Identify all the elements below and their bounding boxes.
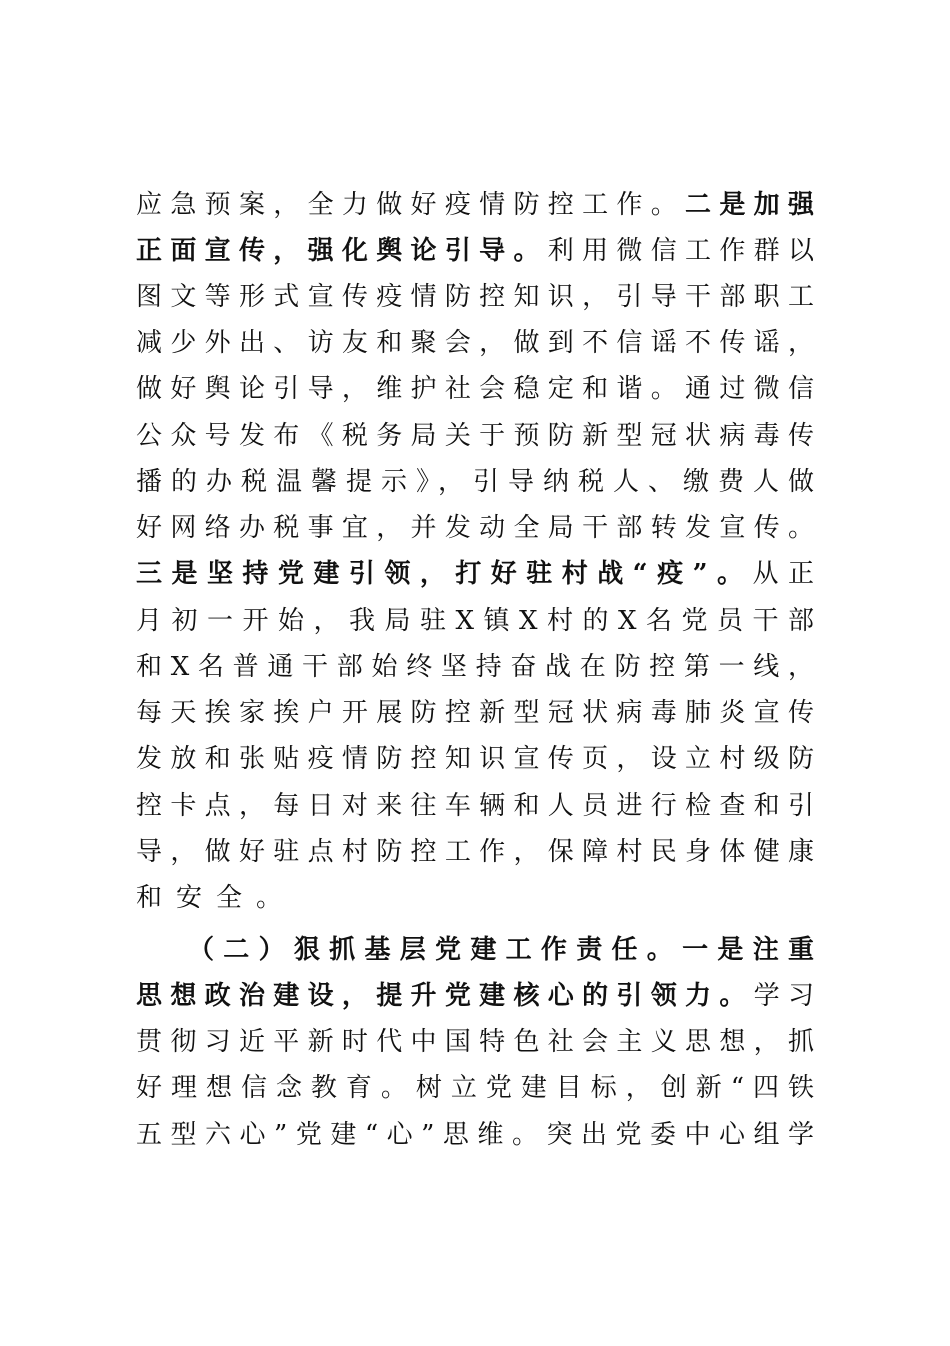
bold-text-segment: 正面宣传，强化舆论引导。 bbox=[136, 236, 548, 266]
text-segment: 图文等形式宣传疫情防控知识，引导干部职工 bbox=[136, 282, 814, 312]
text-line-18 bbox=[136, 973, 814, 1019]
text-line-2 bbox=[136, 228, 814, 274]
text-segment: 应急预案，全力做好疫情防控工作。 bbox=[136, 190, 686, 220]
section-heading: （二）狠抓基层党建工作责任。一是注重 bbox=[188, 935, 814, 965]
text-segment: 公众号发布《税务局关于预防新型冠状病毒传 bbox=[136, 421, 814, 451]
section-heading-line bbox=[188, 927, 814, 973]
text-line-14 bbox=[136, 783, 814, 829]
text-line-1 bbox=[136, 182, 814, 228]
text-line-7 bbox=[136, 459, 814, 505]
text-line-3 bbox=[136, 274, 814, 320]
text-segment: 利用微信工作群以 bbox=[547, 236, 814, 266]
text-line-10 bbox=[136, 598, 814, 644]
text-line-9 bbox=[136, 551, 814, 597]
text-segment: 从正 bbox=[752, 559, 814, 589]
text-segment: 五型六心”党建“心”思维。突出党委中心组学 bbox=[136, 1120, 814, 1150]
text-line-11 bbox=[136, 644, 814, 690]
text-segment: 和安全。 bbox=[136, 883, 297, 913]
text-segment: 学习 bbox=[753, 981, 814, 1011]
bold-text-segment: 二是加强 bbox=[685, 190, 814, 220]
text-line-8 bbox=[136, 505, 814, 551]
text-line-6 bbox=[136, 413, 814, 459]
text-segment: 好理想信念教育。树立党建目标，创新“四铁 bbox=[136, 1073, 814, 1103]
text-segment: 减少外出、访友和聚会，做到不信谣不传谣， bbox=[136, 328, 814, 358]
text-segment: 每天挨家挨户开展防控新型冠状病毒肺炎宣传 bbox=[136, 698, 814, 728]
text-segment: 导，做好驻点村防控工作，保障村民身体健康 bbox=[136, 837, 814, 867]
text-segment: 做好舆论引导，维护社会稳定和谐。通过微信 bbox=[136, 374, 814, 404]
text-segment: 好网络办税事宜，并发动全局干部转发宣传。 bbox=[136, 513, 814, 543]
text-segment: 播的办税温馨提示》，引导纳税人、缴费人做 bbox=[136, 467, 814, 497]
text-line-16 bbox=[136, 875, 814, 921]
text-segment: 发放和张贴疫情防控知识宣传页，设立村级防 bbox=[136, 744, 814, 774]
bold-text-segment: 思想政治建设，提升党建核心的引领力。 bbox=[136, 981, 754, 1011]
text-segment: 控卡点，每日对来往车辆和人员进行检查和引 bbox=[136, 791, 814, 821]
text-segment: 月初一开始，我局驻X镇X村的X名党员干部 bbox=[136, 606, 814, 636]
text-line-20 bbox=[136, 1065, 814, 1111]
text-line-21 bbox=[136, 1112, 814, 1158]
text-line-15 bbox=[136, 829, 814, 875]
text-line-4 bbox=[136, 320, 814, 366]
text-line-19 bbox=[136, 1019, 814, 1065]
text-line-5 bbox=[136, 366, 814, 412]
bold-text-segment: 三是坚持党建引领，打好驻村战“疫”。 bbox=[136, 559, 753, 589]
text-segment: 和X名普通干部始终坚持奋战在防控第一线， bbox=[136, 652, 814, 682]
text-line-12 bbox=[136, 690, 814, 736]
text-line-13 bbox=[136, 736, 814, 782]
text-segment: 贯彻习近平新时代中国特色社会主义思想，抓 bbox=[136, 1027, 814, 1057]
